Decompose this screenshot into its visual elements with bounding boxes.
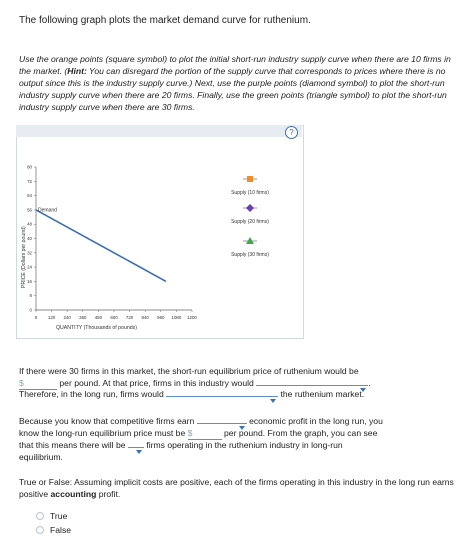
- legend-label: Supply (10 firms): [231, 190, 269, 196]
- q1-line2-end: the ruthenium market.: [280, 389, 365, 399]
- option-false-label: False: [50, 525, 72, 535]
- y-tick-label: 56: [27, 207, 32, 213]
- q2-line4: equilibrium.: [19, 452, 63, 462]
- y-tick-label: 16: [27, 278, 32, 284]
- triangle-marker-icon: [246, 237, 254, 244]
- q3-bold: accounting: [50, 489, 97, 499]
- chevron-down-icon: [136, 450, 142, 454]
- y-axis-label: PRICE (Dollars per pound): [21, 226, 27, 288]
- legend-item[interactable]: [231, 204, 269, 225]
- x-tick-label: 600: [110, 315, 118, 320]
- help-icon[interactable]: ?: [285, 126, 298, 139]
- y-tick-label: 64: [27, 193, 32, 199]
- q2-firms-dropdown[interactable]: [128, 447, 144, 448]
- legend[interactable]: [231, 176, 269, 258]
- q1-line2: [19, 388, 464, 400]
- x-tick-label: 1080: [171, 315, 182, 320]
- q1-dollar-sign: $: [19, 378, 24, 388]
- q2-text-b: economic profit in the long run, you: [249, 416, 383, 426]
- y-tick-label: 80: [27, 164, 32, 170]
- option-true[interactable]: [36, 510, 67, 522]
- legend-label: Supply (30 firms): [231, 252, 269, 258]
- q1-line1b: $ per pound. At that price, firms in this industry would .: [19, 377, 464, 390]
- tick-labels: [27, 165, 197, 321]
- x-tick-label: 120: [47, 315, 56, 320]
- y-tick-label: 40: [27, 236, 32, 241]
- q2-text-f: firms operating in the ruthenium industry in long-run: [146, 440, 343, 450]
- x-tick-label: 360: [79, 315, 87, 320]
- radio-true[interactable]: [36, 512, 44, 520]
- radio-false[interactable]: [36, 526, 44, 534]
- y-tick-label: 32: [27, 250, 32, 256]
- legend-item[interactable]: [231, 237, 269, 258]
- x-tick-label: 1200: [187, 315, 197, 320]
- q1-long-run-dropdown[interactable]: [166, 396, 278, 397]
- q1-line2-start: Therefore, in the long run, firms would: [19, 389, 164, 399]
- instructions: [19, 53, 455, 113]
- q2-dollar-sign: $: [187, 428, 193, 438]
- square-marker-icon: [247, 176, 253, 182]
- x-tick-label: 720: [125, 315, 134, 320]
- y-tick-label: 0: [29, 307, 32, 313]
- demand-label: Demand: [38, 207, 57, 214]
- q2-text-c: know the long-run equilibrium price must be: [19, 428, 186, 438]
- y-tick-label: 24: [27, 264, 32, 270]
- demand-curve: [36, 210, 166, 282]
- q2-line3: [19, 439, 464, 451]
- x-tick-label: 960: [157, 315, 165, 320]
- graph-canvas[interactable]: [16, 138, 302, 337]
- option-true-label: True: [50, 511, 68, 521]
- legend-label: Supply (20 firms): [231, 219, 269, 225]
- q3-prefix: True or False: Assuming implicit costs are positive, each of the firms operating in this industry in the long run earns positive: [19, 477, 454, 499]
- q2-text-a: Because you know that competitive firms earn: [19, 416, 195, 426]
- y-tick-label: 72: [27, 178, 32, 184]
- hint-label: Hint:: [67, 66, 87, 76]
- intro-text: The following graph plots the market demand curve for ruthenium.: [19, 15, 311, 26]
- q3-prompt: [19, 476, 455, 500]
- diamond-marker-icon: [246, 204, 254, 212]
- x-axis-label: QUANTITY (Thousands of pounds): [56, 325, 137, 331]
- option-false[interactable]: [36, 524, 71, 536]
- axes: [36, 167, 192, 310]
- q2-text-d: per pound. From the graph, you can see: [224, 428, 378, 438]
- x-tick-label: 0: [34, 315, 38, 320]
- q1-enter-exit-dropdown[interactable]: [256, 385, 368, 386]
- instructions-part-2: You can disregard the portion of the supply curve that corresponds to prices where there is no output since this is the industry supply curve.) Next, use the purple points (diamond symbol) to plot the short-run industry supply curve when there are 20 firms. Finally, use the green points (triangle symbol) to plot the short-run industry supply curve when there are 30 firms.: [19, 66, 447, 112]
- instructions-part-1: Use the orange points (square symbol) to plot the initial short-run industry supply curve when there are 10 firms in the market. (: [19, 54, 451, 76]
- q2-profit-dropdown[interactable]: [197, 423, 247, 424]
- q2-text-e: that this means there will be: [19, 440, 126, 450]
- series-layer: [36, 207, 166, 281]
- chevron-down-icon: [270, 399, 276, 403]
- y-tick-label: 8: [29, 293, 32, 299]
- q1-after-price: per pound. At that price, firms in this industry would: [59, 378, 254, 388]
- x-tick-label: 480: [94, 315, 103, 320]
- graph-toolbar: [16, 125, 302, 137]
- x-tick-label: 240: [63, 315, 71, 320]
- q3-suffix: profit.: [96, 489, 121, 499]
- q1-line1: If there were 30 firms in this market, the short-run equilibrium price of ruthenium would be: [19, 366, 359, 376]
- q2-line1: [19, 415, 464, 427]
- legend-item[interactable]: [231, 176, 269, 196]
- x-tick-label: 840: [141, 315, 149, 320]
- y-tick-label: 48: [27, 221, 32, 227]
